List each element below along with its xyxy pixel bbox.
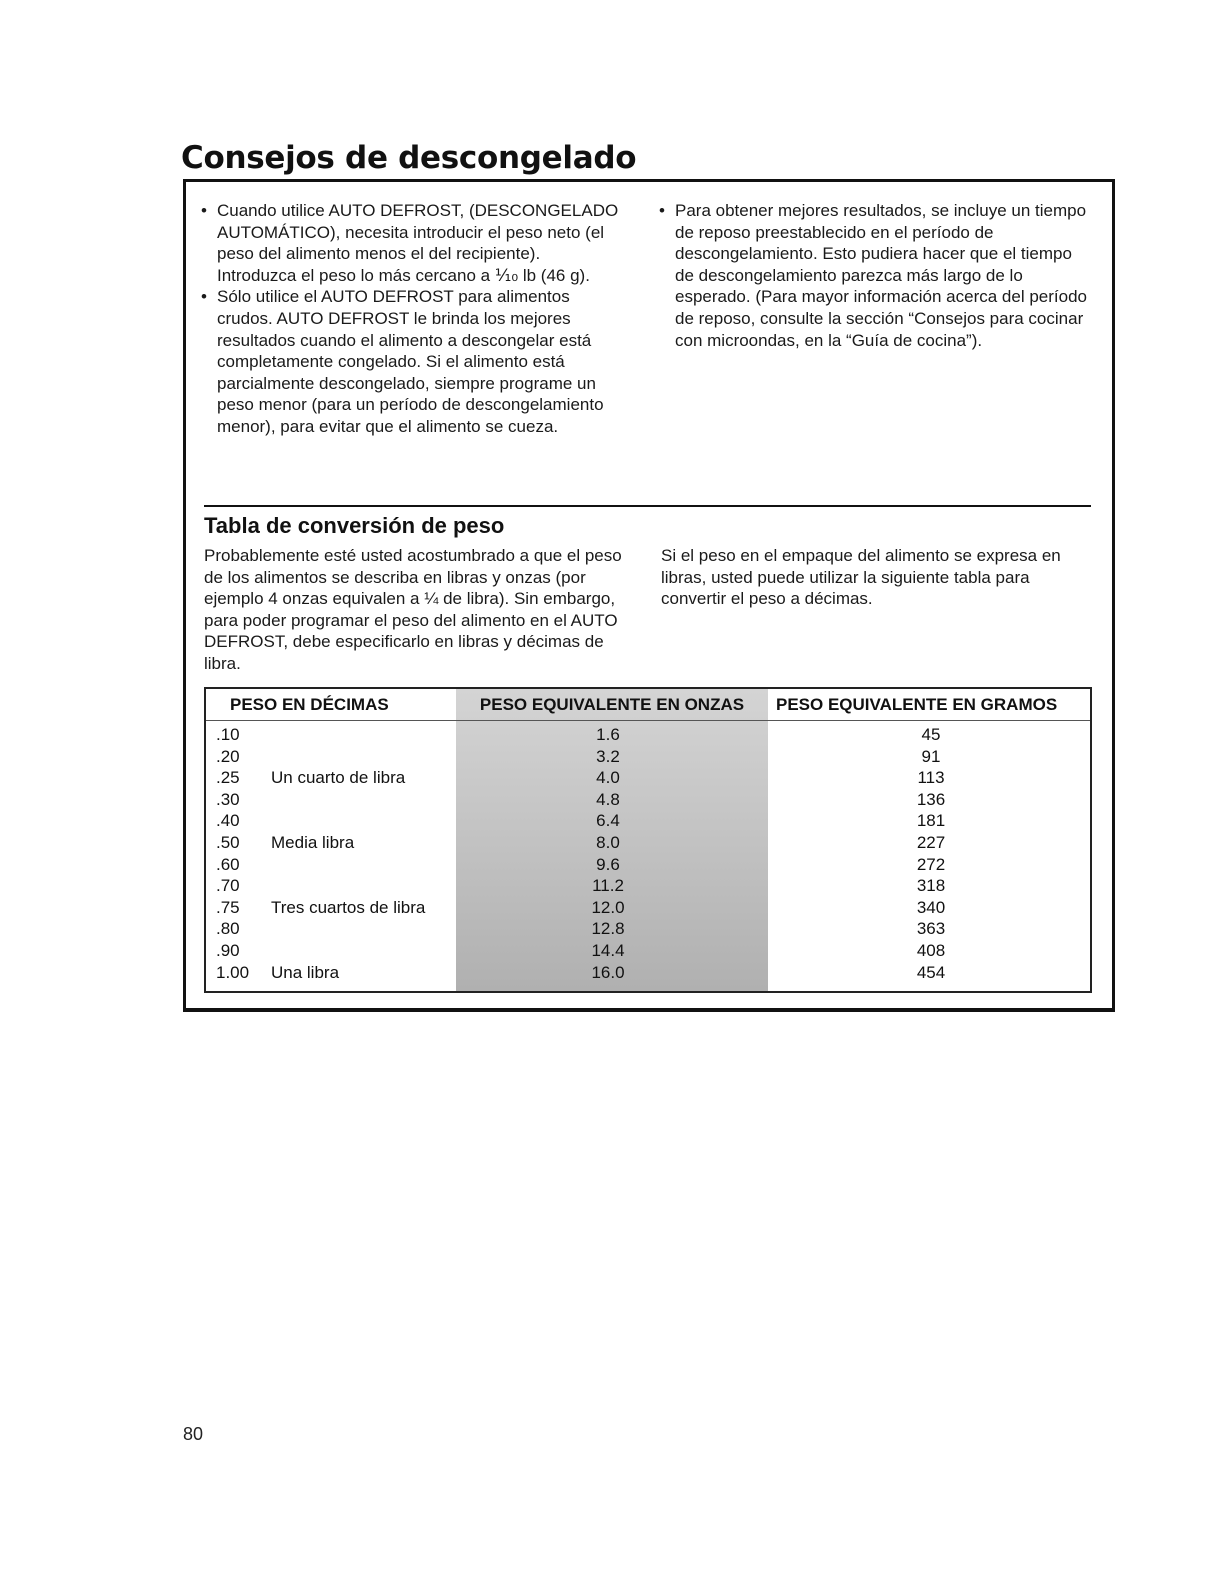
description-cell: Tres cuartos de libra <box>271 897 426 917</box>
description-cell: Media libra <box>271 832 355 852</box>
decimal-cell: .60 <box>216 854 240 874</box>
tips-right-column <box>641 200 1091 351</box>
ounces-cell: 4.8 <box>596 789 620 809</box>
table-row <box>206 724 1090 746</box>
ounces-cell: 9.6 <box>596 854 620 874</box>
header-grams: PESO EQUIVALENTE EN GRAMOS <box>776 695 1058 714</box>
intro-paragraph: Probablemente esté usted acostumbrado a que el peso de los alimentos se describa en libras y onzas (por ejemplo 4 onzas equivalen a ¼ de libra). Sin embargo, para poder programar el peso del alimento en el AUTO DEFROST, debe especificarlo en libras y décimas de libra. <box>204 546 622 673</box>
grams-cell: 454 <box>916 962 946 982</box>
grams-cell: 45 <box>921 725 941 744</box>
conversion-table <box>204 687 1092 993</box>
ounces-cell: 4.0 <box>596 768 620 788</box>
table-row <box>206 962 1090 984</box>
instruction-paragraph: Si el peso en el empaque del alimento se expresa en libras, usted puede utilizar la siguiente tabla para convertir el peso a décimas. <box>661 546 1061 609</box>
ounces-cell: 8.0 <box>596 832 620 852</box>
grams-cell: 318 <box>916 876 946 896</box>
decimal-cell: .80 <box>216 919 240 939</box>
decimal-cell: .20 <box>216 746 240 766</box>
page-title: Consejos de descongelado <box>181 140 637 176</box>
decimal-cell: .25 <box>216 768 240 788</box>
header-ounces: PESO EQUIVALENTE EN ONZAS <box>479 695 745 714</box>
grams-cell: 227 <box>916 832 946 852</box>
grams-cell: 91 <box>921 746 941 766</box>
grams-cell: 113 <box>917 768 945 788</box>
table-row <box>206 789 1090 811</box>
table-row <box>206 746 1090 768</box>
grams-cell: 363 <box>916 919 946 939</box>
table-row <box>206 875 1090 897</box>
tip-item <box>183 286 623 437</box>
table-row <box>206 832 1090 854</box>
decimal-cell: .75 <box>216 897 240 917</box>
table-row <box>206 854 1090 876</box>
decimal-cell: .90 <box>216 940 240 960</box>
decimal-cell: .30 <box>216 789 240 809</box>
table-row <box>206 767 1090 789</box>
ounces-cell: 16.0 <box>591 962 625 982</box>
table-body <box>206 724 1090 983</box>
table-row <box>206 940 1090 962</box>
grams-cell: 136 <box>916 789 946 809</box>
tip-text: Para obtener mejores resultados, se incluye un tiempo de reposo preestablecido en el período de descongelamiento. Esto pudiera hacer que el tiempo de descongelamiento parezca más largo de lo esperado. (Para mayor información acerca del período de reposo, consulte la sección “Consejos para cocinar con microondas, en la “Guía de cocina”). <box>675 201 1087 350</box>
decimal-cell: .50 <box>216 832 240 852</box>
ounces-cell: 6.4 <box>596 811 620 831</box>
grams-cell: 181 <box>916 811 946 831</box>
ounces-cell: 14.4 <box>591 940 625 960</box>
decimal-cell: .10 <box>216 725 240 744</box>
grams-cell: 408 <box>916 940 946 960</box>
ounces-cell: 3.2 <box>596 746 620 766</box>
decimal-cell: .40 <box>216 811 240 831</box>
table-row <box>206 810 1090 832</box>
bullet-icon: • <box>659 201 665 220</box>
bullet-icon: • <box>201 287 207 307</box>
ounces-cell: 12.8 <box>591 919 625 939</box>
description-cell: Un cuarto de libra <box>271 768 406 788</box>
ounces-cell: 12.0 <box>591 897 625 917</box>
bullet-icon: • <box>201 201 207 220</box>
tip-text: Sólo utilice el AUTO DEFROST para alimentos crudos. AUTO DEFROST le brinda los mejores resultados cuando el alimento a descongelar está completamente congelado. Si el alimento está parcialmente descongelado, siempre programe un peso menor (para un período de descongelamiento menor), para evitar que el alimento se cueza. <box>217 287 604 436</box>
ounces-cell: 11.2 <box>592 876 624 896</box>
table-row <box>206 918 1090 940</box>
ounces-cell: 1.6 <box>596 725 620 744</box>
header-divider <box>206 720 1090 721</box>
tips-left-column <box>183 200 623 438</box>
table-row <box>206 897 1090 919</box>
description-cell: Una libra <box>271 962 340 982</box>
page-number: 80 <box>183 1424 204 1444</box>
tip-text: Cuando utilice AUTO DEFROST, (DESCONGELADO AUTOMÁTICO), necesita introducir el peso neto (el peso del alimento menos el del recipiente). Introduzca el peso lo más cercano a ⅒ lb (46 g). <box>217 201 619 285</box>
tip-item <box>641 200 1091 351</box>
section-divider <box>204 505 1091 507</box>
decimal-cell: 1.00 <box>216 962 250 982</box>
tip-item <box>183 200 623 286</box>
decimal-cell: .70 <box>216 876 240 896</box>
grams-cell: 272 <box>916 854 946 874</box>
grams-cell: 340 <box>916 897 946 917</box>
section-heading: Tabla de conversión de peso <box>204 513 505 538</box>
header-decimals: PESO EN DÉCIMAS <box>230 695 389 714</box>
